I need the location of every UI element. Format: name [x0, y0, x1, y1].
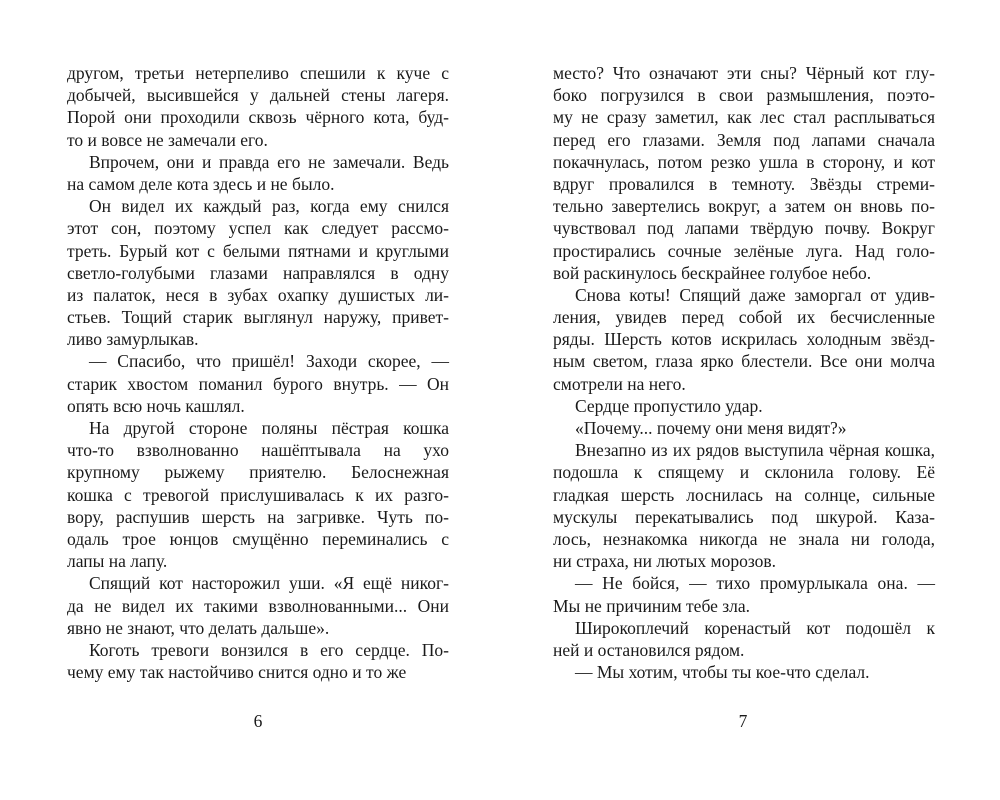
text-line: вору, распушив шерсть на загривке. Чуть по-	[67, 506, 449, 527]
text-line: старик хвостом поманил бурого внутрь. — Он	[67, 373, 449, 394]
text-line: этот сон, поэтому успел как следует рассмо-	[67, 218, 449, 239]
text-line: вой раскинулось бескрайнее голубое небо.	[553, 262, 872, 283]
left-page-text	[67, 62, 449, 683]
paragraph	[67, 195, 449, 350]
text-line: ни страха, ни лютых морозов.	[553, 551, 777, 572]
text-line: лапы на лапу.	[67, 551, 168, 572]
text-line: му не сразу заметил, как лес стал расплываться	[553, 107, 935, 128]
text-line: из палаток, неся в зубах охапку душистых ли-	[67, 284, 449, 305]
text-line: Впрочем, они и правда его не замечали. Ведь	[89, 151, 449, 172]
text-line: Порой они проходили сквозь чёрного кота, буд-	[67, 107, 449, 128]
text-line: добычей, высившейся у дальней стены лагеря.	[67, 85, 449, 106]
text-line: гладкая шерсть лоснилась на солнце, сильные	[553, 484, 935, 505]
paragraph	[553, 417, 935, 439]
paragraph	[67, 151, 449, 195]
text-line: одаль трое юнцов смущённо переминались с	[67, 528, 449, 549]
text-line: смотрели на него.	[553, 373, 686, 394]
text-line: боко погрузился в свои размышления, поэто-	[553, 85, 935, 106]
left-page-number: 6	[253, 711, 263, 731]
paragraph	[553, 572, 935, 616]
text-line: опять всю ночь кашлял.	[67, 395, 245, 416]
text-line: покачнулась, потом резко ушла в сторону, и кот	[553, 151, 935, 172]
text-line: треть. Бурый кот с белыми пятнами и круглыми	[67, 240, 449, 261]
text-line: явно не знают, что делать дальше».	[67, 617, 330, 638]
text-line: «Почему... почему они меня видят?»	[575, 418, 847, 438]
text-line: вдруг провалился в темноту. Звёзды стреми-	[553, 173, 935, 194]
text-line: подошла к спящему и склонила голову. Её	[553, 462, 935, 483]
text-line: ления, увидев перед собой их бесчисленные	[553, 307, 935, 328]
text-line: что-то взволнованно нашёптывала на ухо	[67, 440, 449, 461]
paragraph	[67, 350, 449, 417]
text-line: мускулы перекатывались под шкурой. Каза-	[553, 506, 935, 527]
text-line: лось, незнакомка никогда не знала ни голода,	[553, 528, 935, 549]
right-page-text	[553, 62, 935, 683]
text-line: Снова коты! Спящий даже заморгал от удив-	[575, 284, 935, 305]
text-line: чему ему так настойчиво снится одно и то же	[67, 662, 407, 683]
text-line: ливо замурлыкав.	[67, 329, 199, 350]
text-line: — Мы хотим, чтобы ты кое-что сделал.	[575, 662, 870, 683]
paragraph	[553, 439, 935, 572]
text-line: ней и остановился рядом.	[553, 639, 745, 660]
text-line: Сердце пропустило удар.	[575, 395, 763, 416]
text-line: то и вовсе не замечали его.	[67, 129, 268, 150]
text-line: ным светом, глаза ярко блестели. Все они молча	[553, 351, 935, 372]
paragraph	[553, 62, 935, 284]
paragraph	[67, 417, 449, 572]
text-line: Мы не причиним тебе зла.	[553, 595, 751, 616]
text-line: Внезапно из их рядов выступила чёрная кошка,	[575, 440, 935, 461]
text-line: крупному рыжему приятелю. Белоснежная	[67, 462, 449, 483]
text-line: простирались сочные зелёные луга. Над голо-	[553, 240, 935, 261]
text-line: другом, третьи нетерпеливо спешили к куче с	[67, 63, 449, 83]
text-line: — Не бойся, — тихо промурлыкала она. —	[575, 573, 935, 594]
text-line: Спящий кот насторожил уши. «Я ещё никог-	[89, 573, 449, 594]
text-line: место? Что означают эти сны? Чёрный кот глу-	[553, 63, 935, 83]
paragraph	[67, 639, 449, 683]
right-page-number: 7	[738, 711, 748, 731]
text-line: на самом деле кота здесь и не было.	[67, 173, 335, 194]
paragraph	[553, 395, 935, 417]
text-line: Коготь тревоги вонзился в его сердце. По-	[89, 639, 449, 660]
text-line: светло-голубыми глазами направлялся в одну	[67, 262, 449, 283]
text-line: да не видел их такими взволнованными... Они	[67, 595, 449, 616]
text-line: перед его глазами. Земля под лапами сначала	[553, 129, 935, 150]
text-line: кошка с тревогой прислушивалась к их разго-	[67, 484, 449, 505]
paragraph	[553, 284, 935, 395]
paragraph	[67, 572, 449, 639]
text-line: тельно завертелись вокруг, а затем он вновь по-	[553, 196, 935, 217]
text-line: — Спасибо, что пришёл! Заходи скорее, —	[89, 351, 449, 372]
text-line: стьев. Тощий старик выглянул наружу, привет-	[67, 307, 449, 328]
paragraph	[67, 62, 449, 151]
text-line: ряды. Шерсть котов искрилась холодным звёзд-	[553, 329, 935, 350]
text-line: Широкоплечий коренастый кот подошёл к	[575, 617, 935, 638]
paragraph	[553, 617, 935, 661]
text-line: На другой стороне поляны пёстрая кошка	[89, 418, 449, 438]
text-line: чувствовал под лапами твёрдую почву. Вокруг	[553, 218, 935, 239]
paragraph	[553, 661, 935, 683]
text-line: Он видел их каждый раз, когда ему снился	[89, 196, 449, 217]
